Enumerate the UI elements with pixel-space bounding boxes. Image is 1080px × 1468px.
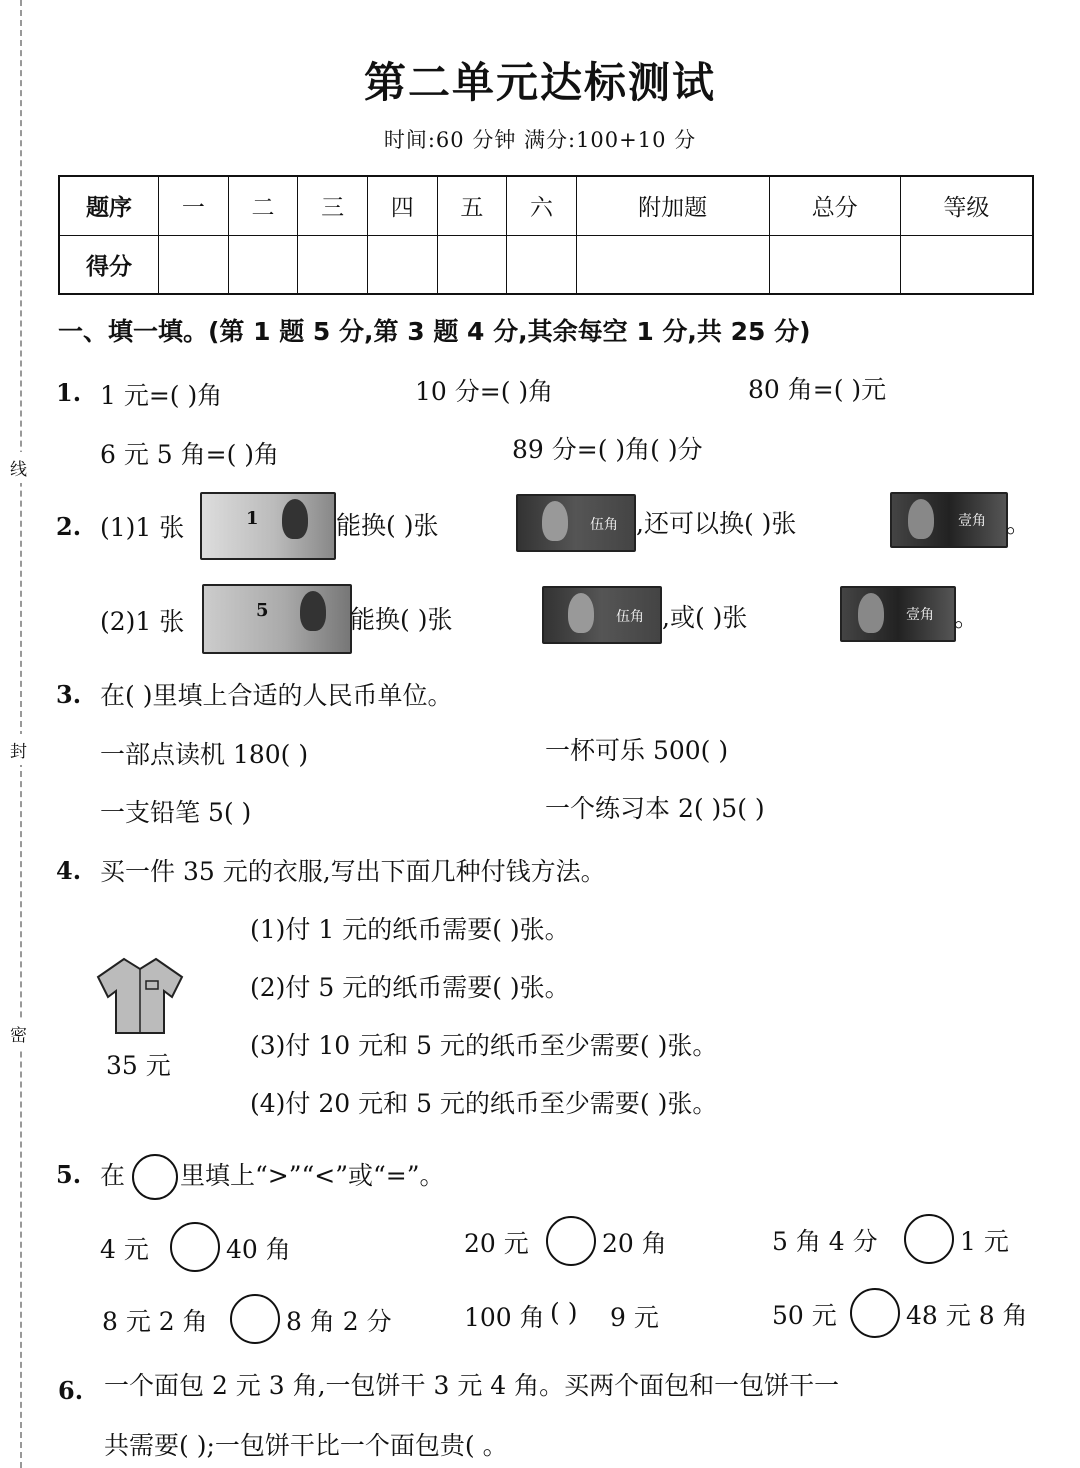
section-heading: 一、填一填。(第 1 题 5 分,第 3 题 4 分,其余每空 1 分,共 25 分) <box>58 317 811 346</box>
score-table-cell: 等级 <box>900 176 1033 235</box>
q5-right-value: 40 角 <box>226 1235 291 1264</box>
portrait-icon <box>568 593 594 633</box>
five-jiao-banknote-image: 伍角 <box>516 494 636 552</box>
q5-left-value: 5 角 4 分 <box>772 1227 878 1256</box>
q1-item: 6 元 5 角=( )角 <box>100 440 280 469</box>
score-blank-cell[interactable] <box>769 235 900 294</box>
q3-item: 一杯可乐 500( ) <box>545 736 729 765</box>
score-table-cell: 附加题 <box>576 176 769 235</box>
question-number: 1. <box>56 378 82 407</box>
score-table-cell: 二 <box>228 176 298 235</box>
score-table-cell: 五 <box>437 176 507 235</box>
score-table-cell: 四 <box>367 176 437 235</box>
compare-paren-blank[interactable]: ( ) <box>550 1298 578 1327</box>
question-number: 2. <box>56 512 82 541</box>
score-blank-cell[interactable] <box>900 235 1033 294</box>
q5-right-value: 9 元 <box>610 1303 659 1332</box>
page-title: 第二单元达标测试 <box>363 58 716 107</box>
one-jiao-banknote-image: 壹角 <box>890 492 1008 548</box>
q6-text: 共需要( );一包饼干比一个面包贵( 。 <box>104 1431 508 1460</box>
compare-circle-blank[interactable] <box>850 1288 900 1338</box>
compare-circle-blank[interactable] <box>546 1216 596 1266</box>
q4-item: (3)付 10 元和 5 元的纸币至少需要( )张。 <box>250 1031 718 1060</box>
margin-char-mi: 密 <box>10 1018 27 1049</box>
compare-circle-blank[interactable] <box>904 1214 954 1264</box>
q5-text: 在 <box>100 1161 126 1190</box>
score-blank-cell[interactable] <box>437 235 507 294</box>
one-jiao-banknote-image: 壹角 <box>840 586 956 642</box>
q6-text: 一个面包 2 元 3 角,一包饼干 3 元 4 角。买两个面包和一包饼干一 <box>104 1371 840 1400</box>
five-yuan-banknote-image: 5 <box>202 584 352 654</box>
question-number: 4. <box>56 856 82 885</box>
q5-left-value: 50 元 <box>772 1301 837 1330</box>
q5-left-value: 100 角 <box>464 1303 545 1332</box>
q3-item: 一个练习本 2( )5( ) <box>545 794 765 823</box>
portrait-icon <box>908 499 934 539</box>
shirt-price-label: 35 元 <box>106 1051 171 1080</box>
score-table <box>58 175 1034 295</box>
portrait-icon <box>300 591 326 631</box>
question-number: 5. <box>56 1160 82 1189</box>
q2-text: (2)1 张 <box>100 607 185 636</box>
q2-text: ,还可以换( )张 <box>636 509 797 538</box>
q4-item: (2)付 5 元的纸币需要( )张。 <box>250 973 570 1002</box>
q5-left-value: 4 元 <box>100 1235 149 1264</box>
score-row-label: 得分 <box>59 235 159 294</box>
compare-circle-blank[interactable] <box>170 1222 220 1272</box>
score-table-score-row <box>59 235 1033 294</box>
one-yuan-banknote-image: 1 <box>200 492 336 560</box>
q1-item: 80 角=( )元 <box>748 375 887 404</box>
q5-right-value: 1 元 <box>960 1227 1009 1256</box>
q5-left-value: 8 元 2 角 <box>102 1307 208 1336</box>
exam-time-score: 时间:60 分钟 满分:100+10 分 <box>383 128 697 152</box>
shirt-icon <box>94 955 186 1037</box>
score-table-cell: 三 <box>298 176 368 235</box>
compare-circle-sample <box>132 1154 178 1200</box>
five-jiao-banknote-image: 伍角 <box>542 586 662 644</box>
question-number: 3. <box>56 680 82 709</box>
score-blank-cell[interactable] <box>576 235 769 294</box>
q4-item: (4)付 20 元和 5 元的纸币至少需要( )张。 <box>250 1089 718 1118</box>
q2-text: ,或( )张 <box>662 603 748 632</box>
q4-item: (1)付 1 元的纸币需要( )张。 <box>250 915 570 944</box>
q5-right-value: 20 角 <box>602 1229 667 1258</box>
portrait-icon <box>282 499 308 539</box>
q2-text: 能换( )张 <box>336 511 439 540</box>
q2-text: 能换( )张 <box>350 605 453 634</box>
score-table-cell: 六 <box>507 176 577 235</box>
score-table-cell: 总分 <box>769 176 900 235</box>
score-table-header-row <box>59 176 1033 235</box>
compare-circle-blank[interactable] <box>230 1294 280 1344</box>
q5-right-value: 8 角 2 分 <box>286 1307 392 1336</box>
q3-item: 一部点读机 180( ) <box>100 740 309 769</box>
score-blank-cell[interactable] <box>159 235 229 294</box>
q5-left-value: 20 元 <box>464 1229 529 1258</box>
q2-text: (1)1 张 <box>100 513 185 542</box>
q5-text: 里填上“>”“<”或“=”。 <box>180 1161 445 1190</box>
q1-item: 89 分=( )角( )分 <box>512 435 703 464</box>
score-table-cell: 一 <box>159 176 229 235</box>
q2-text: 。 <box>954 603 980 632</box>
q1-item: 1 元=( )角 <box>100 381 223 410</box>
margin-char-feng: 封 <box>10 734 27 765</box>
q2-text: 。 <box>1006 509 1032 538</box>
q4-text: 买一件 35 元的衣服,写出下面几种付钱方法。 <box>100 857 606 886</box>
score-blank-cell[interactable] <box>507 235 577 294</box>
q3-text: 在( )里填上合适的人民币单位。 <box>100 681 453 710</box>
score-table-cell: 题序 <box>59 176 159 235</box>
portrait-icon <box>858 593 884 633</box>
question-number: 6. <box>58 1376 84 1405</box>
score-blank-cell[interactable] <box>298 235 368 294</box>
q1-item: 10 分=( )角 <box>415 377 554 406</box>
score-blank-cell[interactable] <box>367 235 437 294</box>
q5-right-value: 48 元 8 角 <box>906 1301 1028 1330</box>
margin-char-xian: 线 <box>10 452 27 483</box>
score-blank-cell[interactable] <box>228 235 298 294</box>
q3-item: 一支铅笔 5( ) <box>100 798 252 827</box>
portrait-icon <box>542 501 568 541</box>
